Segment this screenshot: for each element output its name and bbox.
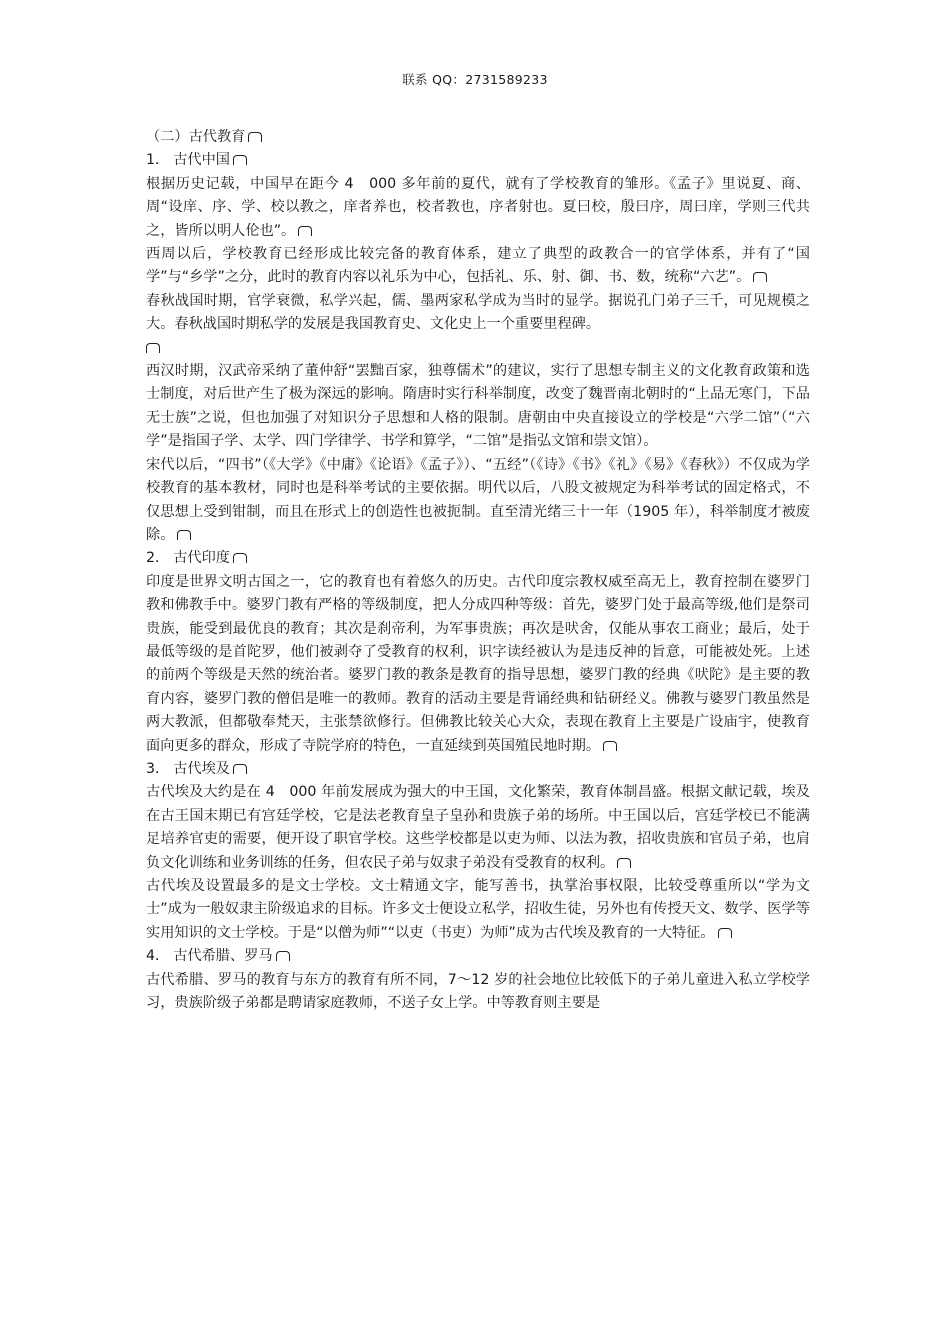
- paragraph-text: 古代希腊、罗马的教育与东方的教育有所不同，7～12 岁的社会地位比较低下的子弟儿童进入私立学校学习，贵族阶级子弟都是聘请家庭教师，不送子女上学。中等教育则主要是: [146, 971, 810, 1012]
- paragraph: [146, 173, 810, 243]
- paragraph-mark-icon: [298, 226, 312, 236]
- paragraph-text: 西汉时期，汉武帝采纳了董仲舒“罢黜百家，独尊儒术”的建议，实行了思想专制主义的文化教育政策和选士制度，对后世产生了极为深远的影响。隋唐时实行科举制度，改变了魏晋南北朝时的“上品无寒门，下品无士族”之说，但也加强了对知识分子思想和人格的限制。唐朝由中央直接设立的学校是“六学二馆”（“六学”是指国子学、太学、四门学律学、书学和算学，“二馆”是指弘文馆和崇文馆）。: [146, 363, 810, 450]
- subsection-number: 3．: [146, 760, 170, 777]
- paragraph-text: 印度是世界文明古国之一，它的教育也有着悠久的历史。古代印度宗教权威至高无上，教育控制在婆罗门教和佛教手中。婆罗门教有严格的等级制度，把人分成四种等级：首先，婆罗门处于最高等级,他们是祭司贵族，能受到最优良的教育；其次是刹帝利，为军事贵族；再次是吠舍，仅能从事农工商业；最后，处于最低等级的是首陀罗，他们被剥夺了受教育的权利，识字读经被认为是违反神的旨意，可能被处死。上述的前两个等级是天然的统治者。婆罗门教的教条是教育的指导思想，婆罗门教的经典《吠陀》是主要的教育内容，婆罗门教的僧侣是唯一的教师。教育的活动主要是背诵经典和钻研经义。佛教与婆罗门教虽然是两大教派，但都敬奉梵天，主张禁欲修行。但佛教比较关心大众，表现在教育上主要是广设庙宇，使教育面向更多的群众，形成了寺院学府的特色，一直延续到英国殖民地时期。: [146, 573, 810, 754]
- paragraph-mark-icon: [617, 858, 631, 868]
- subsection-number: 2．: [146, 550, 170, 567]
- subsection-number: 4．: [146, 948, 170, 965]
- paragraph-text: 春秋战国时期，官学衰微，私学兴起，儒、墨两家私学成为当时的显学。据说孔门弟子三千，可见规模之大。春秋战国时期私学的发展是我国教育史、文化史上一个重要里程碑。: [146, 292, 810, 333]
- subsection-title: 古代埃及: [173, 760, 230, 777]
- paragraph-text: 宋代以后，“四书”（《大学》《中庸》《论语》《孟子》）、“五经”（《诗》《书》《礼》《易》《春秋》）不仅成为学校教育的基本教材，同时也是科举考试的主要依据。明代以后，八股文被规定为科举考试的固定格式，不仅思想上受到钳制，而且在形式上的创造性也被扼制。直至清光绪三十一年（1905 年），科举制度才被废除。: [146, 456, 810, 543]
- paragraph: [146, 360, 810, 454]
- subsection-heading-ancient-china: [146, 149, 810, 172]
- subsection-title: 古代中国: [173, 152, 230, 169]
- paragraph-mark-icon: [753, 272, 767, 282]
- paragraph: [146, 781, 810, 875]
- subsection-title: 古代印度: [173, 550, 230, 567]
- subsection-heading-ancient-egypt: [146, 758, 810, 781]
- paragraph: [146, 571, 810, 758]
- subsection-heading-ancient-india: [146, 547, 810, 570]
- subsection-heading-ancient-greece-rome: [146, 945, 810, 968]
- paragraph-text: 根据历史记载，中国早在距今 4 000 多年前的夏代，就有了学校教育的雏形。《孟子》里说夏、商、周“设庠、序、学、校以教之，庠者养也，校者教也，序者射也。夏曰校，殷曰序，周曰庠，学则三代共之，皆所以明人伦也”。: [146, 175, 810, 239]
- section-title-text: （二）古代教育: [146, 129, 246, 145]
- subsection-number: 1．: [146, 152, 170, 169]
- paragraph-mark-icon: [603, 741, 617, 751]
- document-body: [146, 126, 810, 1015]
- paragraph-mark-icon: [233, 553, 247, 563]
- section-title: [146, 126, 810, 149]
- paragraph-mark-icon: [276, 951, 290, 961]
- paragraph: [146, 454, 810, 548]
- paragraph: [146, 243, 810, 290]
- paragraph-mark-icon: [233, 764, 247, 774]
- paragraph-text: 古代埃及设置最多的是文士学校。文士精通文字，能写善书，执掌治事权限，比较受尊重所以“学为文士”成为一般奴隶主阶级追求的目标。许多文士便设立私学，招收生徒，另外也有传授天文、数学、医学等实用知识的文士学校。于是“以僧为师”“以吏（书吏）为师”成为古代埃及教育的一大特征。: [146, 878, 810, 941]
- paragraph: [146, 290, 810, 360]
- paragraph-mark-icon: [233, 155, 247, 165]
- paragraph-text: 西周以后，学校教育已经形成比较完备的教育体系，建立了典型的政教合一的官学体系，并有了“国学”与“乡学”之分，此时的教育内容以礼乐为中心，包括礼、乐、射、御、书、数，统称“六艺”。: [146, 246, 810, 286]
- paragraph: [146, 969, 810, 1016]
- subsection-title: 古代希腊、罗马: [173, 948, 273, 965]
- page-header-contact: 联系 QQ：2731589233: [402, 72, 548, 87]
- paragraph-mark-icon: [248, 132, 262, 142]
- paragraph: [146, 875, 810, 945]
- paragraph-mark-icon: [146, 343, 160, 353]
- paragraph-text: 古代埃及大约是在 4 000 年前发展成为强大的中王国，文化繁荣，教育体制昌盛。根据文献记载，埃及在古王国末期已有宫廷学校，它是法老教育皇子皇孙和贵族子弟的场所。中王国以后，宫廷学校已不能满足培养官吏的需要，便开设了职官学校。这些学校都是以吏为师、以法为教，招收贵族和官员子弟，也肩负文化训练和业务训练的任务，但农民子弟与奴隶子弟没有受教育的权利。: [146, 784, 810, 871]
- paragraph-mark-icon: [177, 530, 191, 540]
- paragraph-mark-icon: [718, 928, 732, 938]
